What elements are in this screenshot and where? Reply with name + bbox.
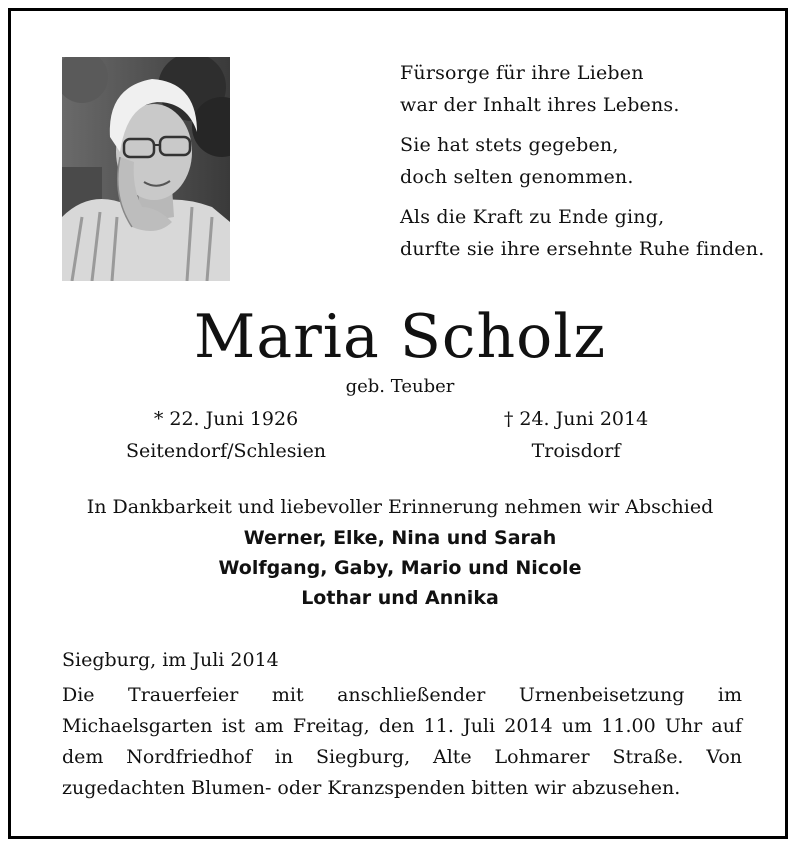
poem-line: Fürsorge für ihre Lieben [400,62,644,84]
poem-line: durfte sie ihre ersehnte Ruhe finden. [400,238,765,260]
funeral-notice: Die Trauerfeier mit anschließender Urnenbeisetzung im Michaelsgarten ist am Freitag, den 11. Juli 2014 um 11.00 Uhr auf dem Nordfriedhof in Siegburg, Alte Lohmarer Straße. Von zugedachten Blumen- oder Kranzspenden bitten wir abzusehen. [62,684,742,799]
birth-place: Seitendorf/Schlesien [125,440,327,462]
place-date: Siegburg, im Juli 2014 [62,649,279,671]
poem-line: doch selten genommen. [400,166,634,188]
poem-line: Sie hat stets gegeben, [400,134,619,156]
maiden-name: geb. Teuber [345,376,455,397]
death-date: † 24. Juni 2014 [503,408,649,430]
portrait-photo [62,57,230,281]
mourners-list [0,523,800,613]
poem-line: war der Inhalt ihres Lebens. [400,94,680,116]
deceased-name: Maria Scholz [193,302,607,372]
mourner-line: Wolfgang, Gaby, Mario und Nicole [218,557,582,579]
poem-line: Als die Kraft zu Ende ging, [400,206,665,228]
birth-date: * 22. Juni 1926 [153,408,299,430]
poem [400,57,765,273]
death-place: Troisdorf [531,440,621,462]
death-info [416,403,736,467]
farewell-intro: In Dankbarkeit und liebevoller Erinnerung nehmen wir Abschied [86,496,714,518]
mourner-line: Lothar und Annika [301,587,499,609]
mourner-line: Werner, Elke, Nina und Sarah [243,527,557,549]
poem-stanza [400,57,760,121]
birth-info [66,403,386,467]
poem-stanza [400,129,760,193]
poem-stanza [400,201,765,265]
